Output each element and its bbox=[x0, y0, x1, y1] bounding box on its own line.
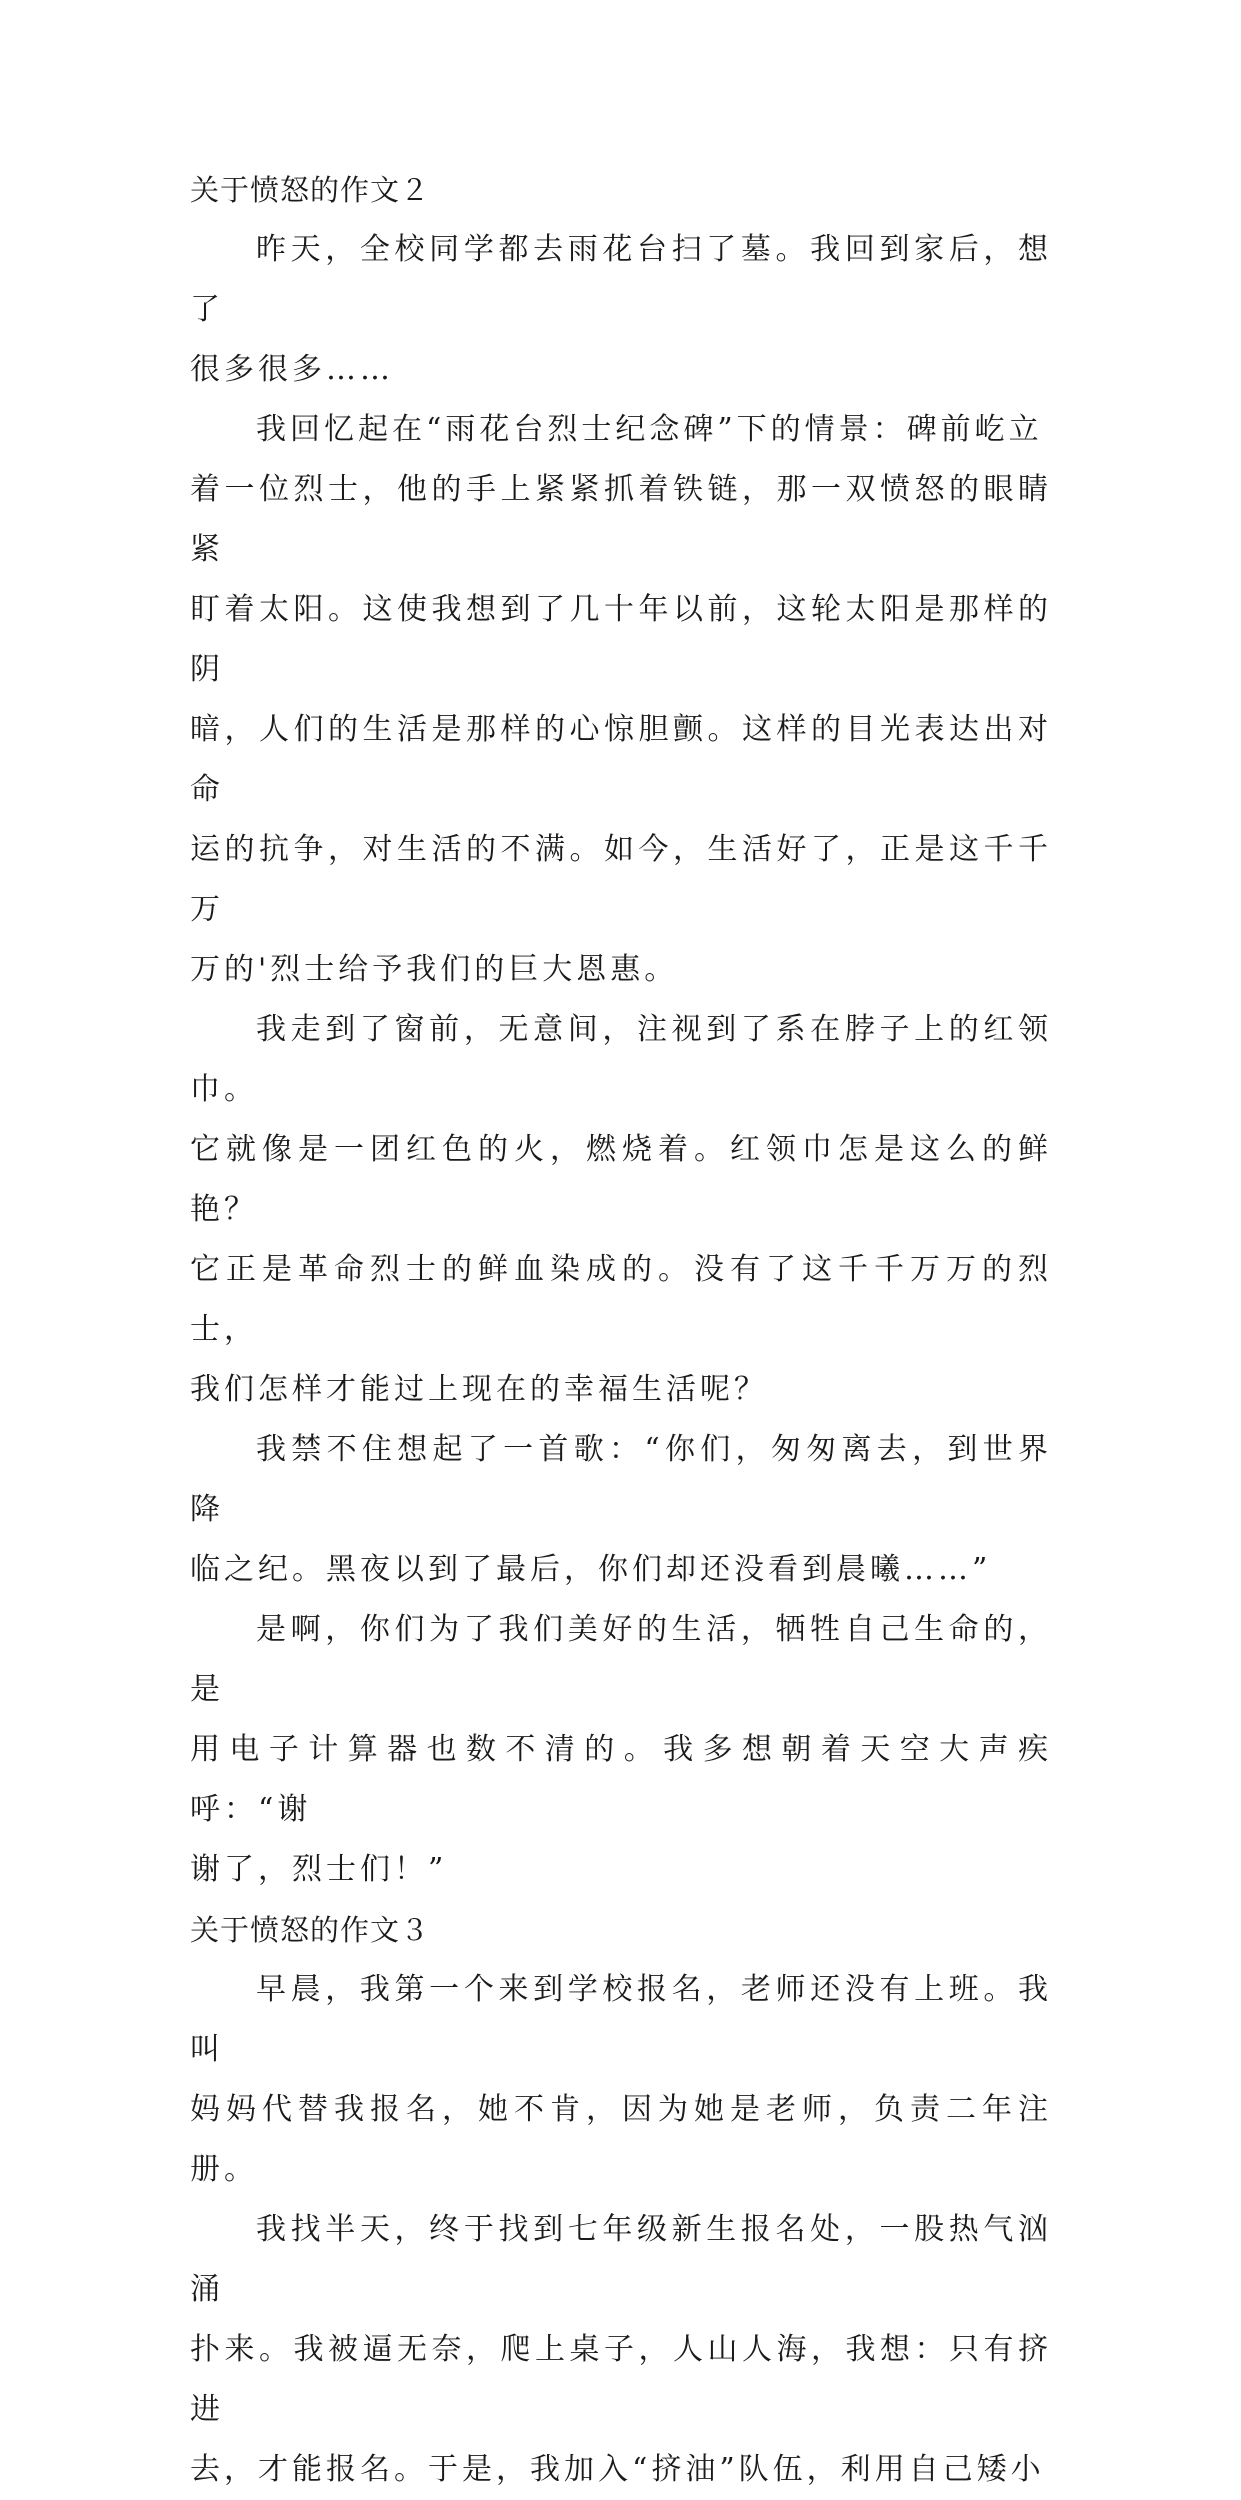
text-line: 我找半天，终于找到七年级新生报名处，一股热气汹涌 bbox=[190, 2212, 1052, 2307]
text-line: 它正是革命烈士的鲜血染成的。没有了这千千万万的烈士， bbox=[190, 1252, 1052, 1347]
text-line: 它就像是一团红色的火，燃烧着。红领巾怎是这么的鲜艳？ bbox=[190, 1132, 1052, 1227]
text-line: 盯着太阳。这使我想到了几十年以前，这轮太阳是那样的阴 bbox=[190, 592, 1052, 687]
paragraph bbox=[190, 1000, 1052, 1420]
text-line: 暗，人们的生活是那样的心惊胆颤。这样的目光表达出对命 bbox=[190, 712, 1052, 807]
paragraph bbox=[190, 400, 1052, 1000]
essay-section-2 bbox=[190, 160, 1052, 1900]
document-page bbox=[190, 160, 1052, 2500]
text-line: 万的'烈士给予我们的巨大恩惠。 bbox=[190, 952, 679, 987]
text-line: 是啊，你们为了我们美好的生活，牺牲自己生命的，是 bbox=[190, 1612, 1052, 1707]
text-line: 运的抗争，对生活的不满。如今，生活好了，正是这千千万 bbox=[190, 832, 1052, 927]
text-line: 我们怎样才能过上现在的幸福生活呢？ bbox=[190, 1372, 768, 1407]
text-line: 谢了，烈士们！” bbox=[190, 1852, 448, 1887]
text-line: 着一位烈士，他的手上紧紧抓着铁链，那一双愤怒的眼睛紧 bbox=[190, 472, 1052, 567]
text-line: 我禁不住想起了一首歌：“你们，匆匆离去，到世界降 bbox=[190, 1432, 1052, 1527]
text-line: 妈妈代替我报名，她不肯，因为她是老师，负责二年注册。 bbox=[190, 2092, 1052, 2187]
section-heading: 关于愤怒的作文３ bbox=[190, 1913, 431, 1947]
text-line: 去，才能报名。于是，我加入“挤油”队伍，利用自己矮小 bbox=[190, 2452, 1045, 2487]
text-line: 很多很多…… bbox=[190, 352, 394, 387]
text-line: 我走到了窗前，无意间，注视到了系在脖子上的红领巾。 bbox=[190, 1012, 1052, 1107]
text-line: 用电子计算器也数不清的。我多想朝着天空大声疾呼：“谢 bbox=[190, 1732, 1052, 1827]
paragraph bbox=[190, 2200, 1052, 2500]
paragraph bbox=[190, 220, 1052, 400]
text-line: 我回忆起在“雨花台烈士纪念碑”下的情景：碑前屹立 bbox=[256, 412, 1043, 447]
paragraph bbox=[190, 1960, 1052, 2200]
essay-section-3 bbox=[190, 1900, 1052, 2500]
paragraph bbox=[190, 1420, 1052, 1600]
text-line: 早晨，我第一个来到学校报名，老师还没有上班。我叫 bbox=[190, 1972, 1052, 2067]
text-line: 临之纪。黑夜以到了最后，你们却还没看到晨曦……” bbox=[190, 1552, 992, 1587]
section-heading: 关于愤怒的作文２ bbox=[190, 173, 431, 207]
paragraph bbox=[190, 1600, 1052, 1900]
text-line: 昨天，全校同学都去雨花台扫了墓。我回到家后，想了 bbox=[190, 232, 1052, 327]
text-line: 扑来。我被逼无奈，爬上桌子，人山人海，我想：只有挤进 bbox=[190, 2332, 1052, 2427]
